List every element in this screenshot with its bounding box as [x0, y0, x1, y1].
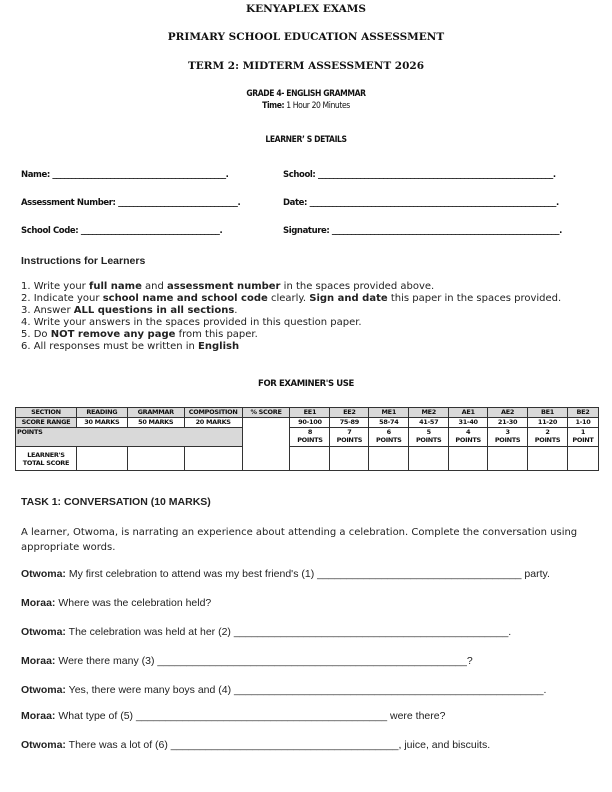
exam-org: KENYAPLEX EXAMS: [246, 3, 366, 15]
range-cell: 50 MARKS: [127, 418, 184, 428]
range-cell: 21-30: [488, 418, 528, 428]
points-row: [16, 428, 599, 447]
range-cell: 1-10: [567, 418, 598, 428]
points-cell: 5 POINTS: [409, 428, 449, 447]
instruction-item: 1. Write your full name and assessment number in the spaces provided above.: [21, 281, 435, 292]
points-cell: 2 POINTS: [528, 428, 568, 447]
header-cell: READING: [76, 408, 127, 418]
range-cell: 30 MARKS: [76, 418, 127, 428]
score-table: [15, 407, 599, 471]
header-cell: GRAMMAR: [127, 408, 184, 418]
task-title: TASK 1: CONVERSATION (10 MARKS): [21, 496, 211, 508]
points-cell: 1 POINT: [567, 428, 598, 447]
total-score-row: [16, 447, 599, 471]
grammar-score-cell[interactable]: [127, 447, 184, 471]
instruction-item: 4. Write your answers in the spaces provided in this question paper.: [21, 316, 362, 328]
range-cell: 31-40: [449, 418, 488, 428]
exam-title: PRIMARY SCHOOL EDUCATION ASSESSMENT: [167, 31, 445, 43]
task-intro: A learner, Otwoma, is narrating an experience about attending a celebration. Complete the conversation using appropriate words.: [21, 527, 578, 553]
blank-cell[interactable]: [488, 447, 528, 471]
conversation-line[interactable]: Otwoma: My first celebration to attend was my best friend's (1) ___________________________________ party.: [21, 568, 550, 580]
points-label: POINTS: [16, 428, 243, 447]
range-cell: 41-57: [409, 418, 449, 428]
instruction-item: 5. Do NOT remove any page from this paper.: [21, 328, 258, 340]
examiner-title: FOR EXAMINER'S USE: [258, 379, 354, 389]
reading-score-cell[interactable]: [76, 447, 127, 471]
name-field[interactable]: Name: _____________________________________________.: [21, 170, 229, 180]
instruction-item: 2. Indicate your school name and school code clearly. Sign and date this paper in the spaces provided.: [21, 292, 562, 304]
school-field[interactable]: School: _____________________________________________________________.: [283, 170, 556, 180]
conversation-line[interactable]: Otwoma: The celebration was held at her (2) _______________________________________________.: [21, 626, 512, 638]
range-cell: 58-74: [369, 418, 409, 428]
blank-cell[interactable]: [409, 447, 449, 471]
range-cell: 20 MARKS: [184, 418, 242, 428]
range-cell: 90-100: [290, 418, 330, 428]
time-value: 1 Hour 20 Minutes: [286, 101, 350, 111]
header-cell: AE2: [488, 408, 528, 418]
instructions-title: Instructions for Learners: [21, 255, 146, 267]
header-cell: ME1: [369, 408, 409, 418]
range-cell: 11-20: [528, 418, 568, 428]
header-cell: EE1: [290, 408, 330, 418]
speaker-name: Moraa:: [21, 655, 56, 667]
points-cell: 4 POINTS: [449, 428, 488, 447]
learner-details-title: LEARNER’ S DETAILS: [265, 135, 347, 145]
range-cell: 75-89: [330, 418, 369, 428]
conversation-line[interactable]: Moraa: What type of (5) ___________________________________________ were there?: [21, 710, 446, 722]
header-cell: % SCORE: [242, 408, 290, 418]
speaker-name: Moraa:: [21, 710, 56, 722]
header-cell: AE1: [449, 408, 488, 418]
points-cell: 8 POINTS: [290, 428, 330, 447]
time-line: [0, 101, 612, 111]
blank-cell[interactable]: [369, 447, 409, 471]
assessment-number-field[interactable]: Assessment Number: _______________________________.: [21, 198, 241, 208]
points-cell: 7 POINTS: [330, 428, 369, 447]
speaker-name: Otwoma:: [21, 739, 66, 751]
blank-cell[interactable]: [528, 447, 568, 471]
composition-score-cell[interactable]: [184, 447, 242, 471]
signature-field[interactable]: Signature: ___________________________________________________________.: [283, 226, 562, 236]
blank-cell[interactable]: [567, 447, 598, 471]
speaker-name: Otwoma:: [21, 684, 66, 696]
score-header-row: [16, 408, 599, 418]
school-code-field[interactable]: School Code: ____________________________________.: [21, 226, 223, 236]
blank-cell[interactable]: [449, 447, 488, 471]
instruction-item: 3. Answer ALL questions in all sections.: [21, 304, 238, 316]
instruction-item: 6. All responses must be written in English: [21, 340, 240, 352]
percent-score-cell[interactable]: [242, 418, 290, 471]
points-cell: 6 POINTS: [369, 428, 409, 447]
total-score-label: LEARNER'S TOTAL SCORE: [16, 447, 77, 471]
header-cell: SECTION: [16, 408, 77, 418]
header-cell: BE1: [528, 408, 568, 418]
header-cell: ME2: [409, 408, 449, 418]
header-cell: EE2: [330, 408, 369, 418]
speaker-name: Moraa:: [21, 597, 56, 609]
conversation-line: Moraa: Where was the celebration held?: [21, 597, 212, 609]
conversation-line[interactable]: Otwoma: Yes, there were many boys and (4) _____________________________________________________.: [21, 684, 547, 696]
points-cell: 3 POINTS: [488, 428, 528, 447]
conversation-line[interactable]: Moraa: Were there many (3) _____________________________________________________?: [21, 655, 473, 667]
header-cell: COMPOSITION: [184, 408, 242, 418]
conversation-line[interactable]: Otwoma: There was a lot of (6) _______________________________________, juice, and biscuits.: [21, 739, 491, 751]
exam-term: TERM 2: MIDTERM ASSESSMENT 2026: [187, 60, 425, 72]
time-label: Time:: [262, 101, 285, 111]
speaker-name: Otwoma:: [21, 626, 66, 638]
blank-cell[interactable]: [330, 447, 369, 471]
date-field[interactable]: Date: ________________________________________________________________.: [283, 198, 559, 208]
blank-cell[interactable]: [290, 447, 330, 471]
row-label: SCORE RANGE: [16, 418, 77, 428]
speaker-name: Otwoma:: [21, 568, 66, 580]
score-range-row: [16, 418, 599, 428]
header-cell: BE2: [567, 408, 598, 418]
instructions-list: [21, 281, 561, 352]
subject-line: GRADE 4- ENGLISH GRAMMAR: [246, 89, 366, 99]
